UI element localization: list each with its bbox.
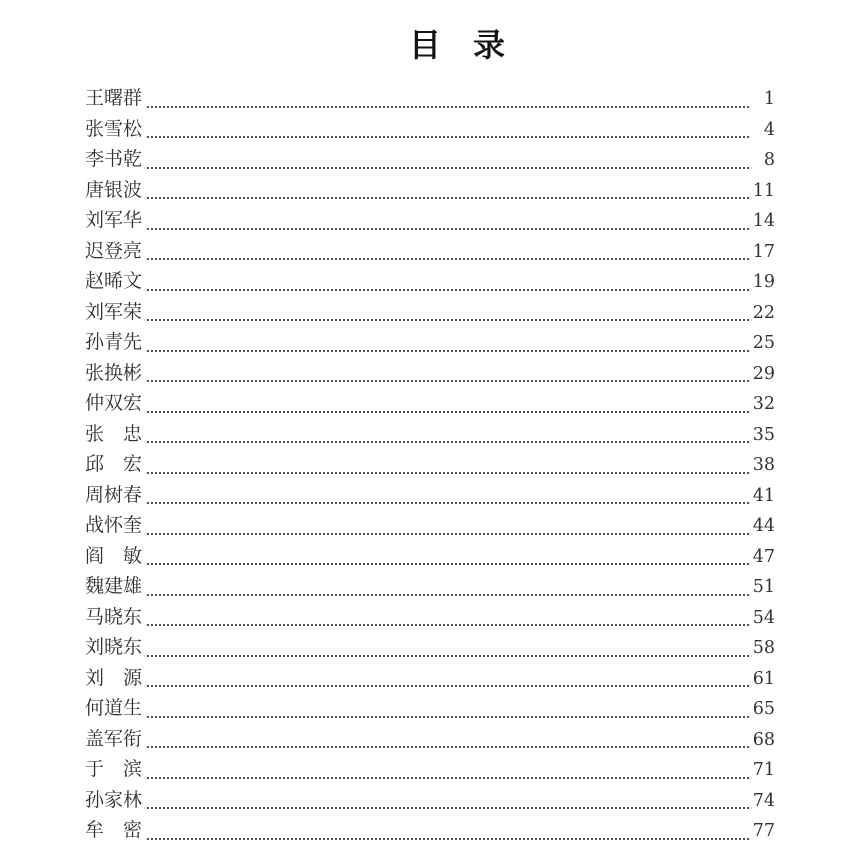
toc-entry-page: 4	[763, 119, 775, 140]
toc-entry	[85, 663, 775, 694]
toc-entry	[85, 205, 775, 236]
toc-entry-page: 22	[752, 302, 775, 323]
toc-entry	[85, 449, 775, 480]
dot-leader	[147, 411, 749, 413]
dot-leader	[147, 807, 749, 809]
dot-leader	[147, 258, 749, 260]
toc-entry-name: 魏建雄	[85, 575, 143, 597]
toc-entry	[85, 327, 775, 358]
dot-leader	[147, 106, 749, 108]
toc-entry	[85, 83, 775, 114]
toc-entry	[85, 114, 775, 145]
toc-entry-page: 32	[752, 394, 775, 414]
toc-entry-name: 张 忠	[85, 422, 143, 445]
toc-entry-name: 刘军华	[85, 209, 143, 231]
dot-leader	[147, 716, 749, 718]
dot-leader	[147, 563, 749, 565]
dot-leader	[147, 136, 749, 138]
toc-entry	[85, 693, 775, 724]
toc-entry-name: 牟 密	[85, 819, 143, 841]
toc-entry-page: 38	[752, 455, 775, 475]
toc-entry-name: 何道生	[85, 697, 143, 719]
toc-entry-name: 孙家林	[85, 788, 143, 811]
toc-entry-page: 61	[752, 668, 775, 689]
toc-entry-name: 阎 敏	[85, 544, 143, 567]
dot-leader	[147, 777, 749, 779]
toc-entry-page: 1	[763, 89, 775, 109]
toc-entry-name: 周树春	[85, 483, 143, 506]
toc-list	[85, 83, 775, 846]
toc-entry-page: 11	[752, 180, 775, 201]
dot-leader	[147, 502, 749, 504]
dot-leader	[147, 228, 749, 230]
dot-leader	[147, 685, 749, 687]
toc-entry-page: 44	[752, 516, 775, 536]
toc-entry-page: 14	[752, 211, 775, 231]
dot-leader	[147, 319, 749, 321]
toc-entry	[85, 602, 775, 633]
toc-entry	[85, 175, 775, 206]
toc-entry-name: 仲双宏	[85, 392, 143, 414]
toc-entry-page: 35	[752, 424, 775, 445]
toc-entry-page: 77	[752, 821, 775, 841]
toc-entry-page: 74	[752, 790, 775, 811]
toc-entry-name: 迟登亮	[85, 239, 143, 262]
toc-entry	[85, 144, 775, 175]
dot-leader	[147, 624, 749, 626]
toc-entry	[85, 266, 775, 297]
toc-entry-name: 于 滨	[85, 758, 143, 780]
toc-entry	[85, 571, 775, 602]
toc-entry-name: 王曙群	[85, 87, 143, 109]
toc-entry-name: 张换彬	[85, 361, 143, 384]
dot-leader	[147, 350, 749, 352]
toc-entry-page: 8	[763, 150, 775, 170]
toc-entry	[85, 419, 775, 450]
toc-entry-page: 41	[752, 485, 775, 506]
toc-entry	[85, 754, 775, 785]
page-title: 目 录	[408, 26, 505, 64]
dot-leader	[147, 838, 749, 840]
toc-entry-name: 战怀奎	[85, 514, 143, 536]
toc-entry-name: 刘 源	[85, 666, 143, 689]
toc-entry	[85, 297, 775, 328]
toc-entry-name: 马晓东	[85, 605, 143, 628]
toc-entry-page: 29	[752, 363, 775, 384]
toc-entry-name: 李书乾	[85, 148, 143, 170]
toc-entry-page: 71	[752, 760, 775, 780]
toc-entry-page: 68	[752, 729, 775, 750]
toc-entry-name: 赵晞文	[85, 270, 143, 292]
dot-leader	[147, 746, 749, 748]
dot-leader	[147, 380, 749, 382]
toc-entry-name: 孙青先	[85, 331, 143, 353]
toc-entry-page: 17	[752, 241, 775, 262]
toc-entry-name: 张雪松	[85, 117, 143, 140]
dot-leader	[147, 197, 749, 199]
toc-entry	[85, 541, 775, 572]
toc-entry	[85, 358, 775, 389]
toc-entry	[85, 236, 775, 267]
toc-entry	[85, 632, 775, 663]
toc-entry-page: 19	[752, 272, 775, 292]
dot-leader	[147, 167, 749, 169]
toc-entry	[85, 510, 775, 541]
toc-entry-name: 刘晓东	[85, 636, 143, 658]
toc-entry-page: 58	[752, 638, 775, 658]
toc-entry-name: 刘军荣	[85, 300, 143, 323]
toc-entry-page: 25	[752, 333, 775, 353]
toc-entry-name: 盖军衔	[85, 727, 143, 750]
toc-entry-name: 唐银波	[85, 178, 143, 201]
toc-entry	[85, 388, 775, 419]
toc-entry	[85, 815, 775, 846]
toc-entry-page: 47	[752, 546, 775, 567]
toc-entry	[85, 724, 775, 755]
toc-entry	[85, 480, 775, 511]
dot-leader	[147, 441, 749, 443]
toc-entry-page: 54	[752, 607, 775, 628]
dot-leader	[147, 655, 749, 657]
toc-entry-page: 65	[752, 699, 775, 719]
toc-entry-name: 邱 宏	[85, 453, 143, 475]
toc-entry	[85, 785, 775, 816]
dot-leader	[147, 472, 749, 474]
toc-entry-page: 51	[752, 577, 775, 597]
dot-leader	[147, 289, 749, 291]
dot-leader	[147, 594, 749, 596]
dot-leader	[147, 533, 749, 535]
